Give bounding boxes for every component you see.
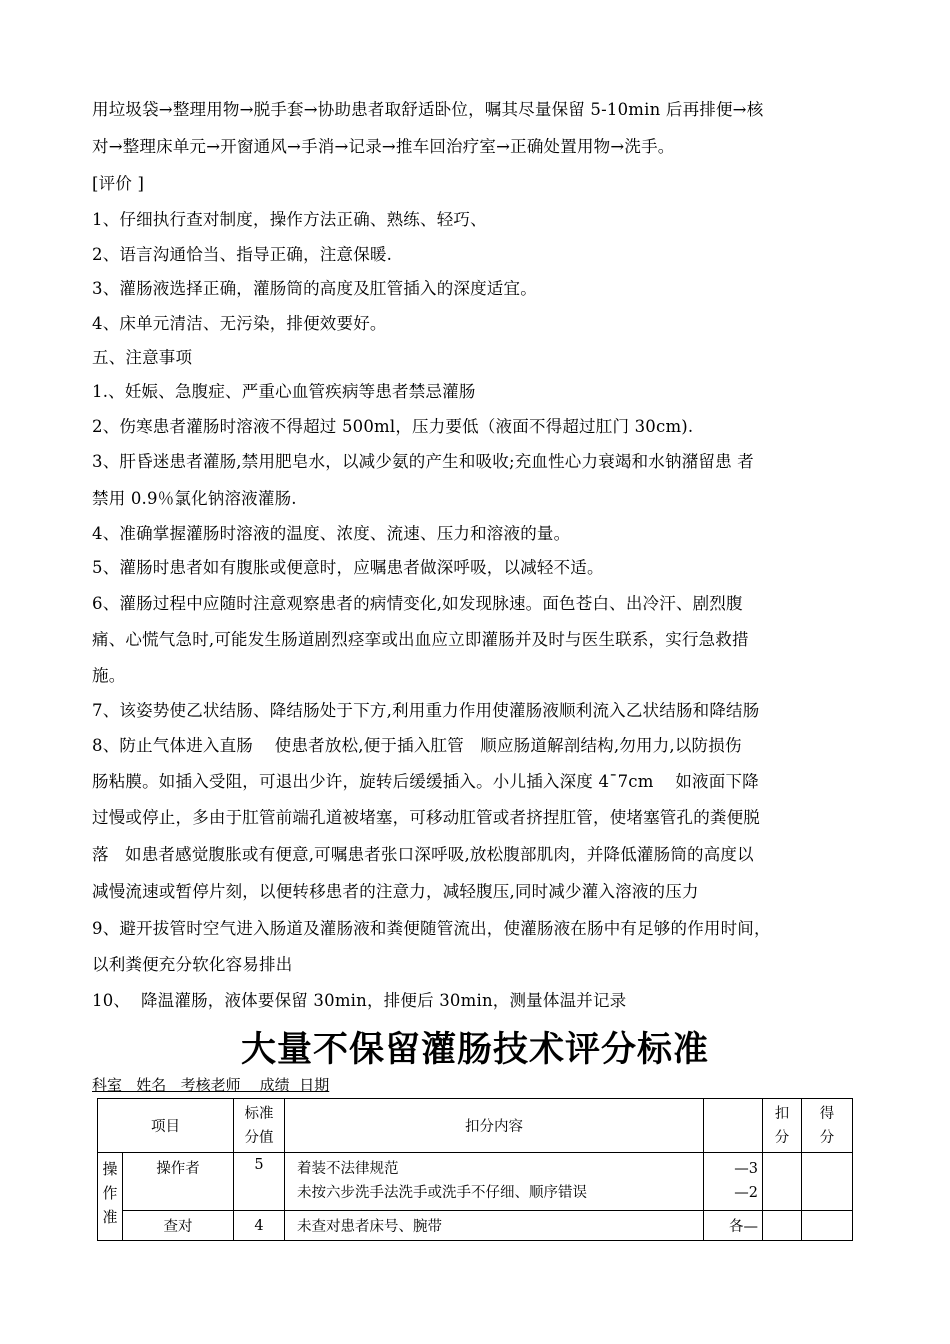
scoring-table: [97, 1098, 853, 1241]
section-heading-notes: 五、注意事项: [92, 348, 193, 367]
paragraph-line: 以利粪便充分软化容易排出: [92, 955, 293, 974]
row-standard: 5: [234, 1153, 285, 1211]
table-header-row: [98, 1099, 853, 1153]
row-standard: 4: [234, 1211, 285, 1241]
document-title: 大量不保留灌肠技术评分标准: [240, 1030, 709, 1070]
row-deduct-cell: [763, 1211, 802, 1241]
paragraph-line: 用垃圾袋→整理用物→脱手套→协助患者取舒适卧位，嘱其尽量保留 5-10min 后再排便→核: [92, 100, 764, 119]
header-deduct: 扣 分: [763, 1099, 802, 1153]
paragraph-line: 肠粘膜。如插入受阻，可退出少许，旋转后缓缓插入。小儿插入深度 4¯7cm 如液面下降: [92, 772, 759, 791]
paragraph-line: 2、伤寒患者灌肠时溶液不得超过 500ml，压力要低（液面不得超过肛门 30cm).: [92, 417, 694, 436]
paragraph-line: 9、避开拔管时空气进入肠道及灌肠液和粪便随管流出，使灌肠液在肠中有足够的作用时间，: [92, 919, 771, 938]
row-content: 着装不法律规范 未按六步洗手法洗手或洗手不仔细、顺序错误: [285, 1153, 704, 1211]
header-blank: [704, 1099, 763, 1153]
paragraph-line: 4、准确掌握灌肠时溶液的温度、浓度、流速、压力和溶液的量。: [92, 524, 571, 543]
paragraph-line: 8、防止气体进入直肠 使患者放松,便于插入肛管 顺应肠道解剖结构,勿用力,以防损伤: [92, 736, 742, 755]
paragraph-line: 5、灌肠时患者如有腹胀或便意时，应嘱患者做深呼吸，以减轻不适。: [92, 558, 604, 577]
paragraph-line: 6、灌肠过程中应随时注意观察患者的病情变化,如发现脉速。面色苍白、出冷汗、剧烈腹: [92, 594, 743, 613]
paragraph-line: 3、灌肠液选择正确，灌肠筒的高度及肛管插入的深度适宜。: [92, 279, 537, 298]
row-item: 查对: [123, 1211, 234, 1241]
row-score-cell: [802, 1211, 853, 1241]
exam-info-line: 科室 姓名 考核老师 成绩 日期: [92, 1076, 330, 1094]
row-deduct-amount: —3 —2: [704, 1153, 763, 1211]
row-deduct-amount: 各—: [704, 1211, 763, 1241]
row-score-cell: [802, 1153, 853, 1211]
table-row: [98, 1153, 853, 1211]
paragraph-line: 对→整理床单元→开窗通风→手消→记录→推车回治疗室→正确处置用物→洗手。: [92, 137, 675, 156]
header-content: 扣分内容: [285, 1099, 704, 1153]
table-row: [98, 1211, 853, 1241]
category-cell: 操 作 准: [98, 1153, 123, 1241]
section-heading-evaluation: [评价 ]: [92, 174, 145, 193]
paragraph-line: 2、语言沟通恰当、指导正确，注意保暖.: [92, 245, 393, 264]
paragraph-line: 7、该姿势使乙状结肠、降结肠处于下方,利用重力作用使灌肠液顺利流入乙状结肠和降结肠: [92, 701, 760, 720]
paragraph-line: 3、肝昏迷患者灌肠,禁用肥皂水，以减少氨的产生和吸收;充血性心力衰竭和水钠潴留患 者: [92, 452, 754, 471]
paragraph-line: 10、 降温灌肠，液体要保留 30min，排便后 30min，测量体温并记录: [92, 991, 627, 1010]
paragraph-line: 施。: [92, 666, 126, 685]
paragraph-line: 减慢流速或暂停片刻，以便转移患者的注意力，减轻腹压,同时减少灌入溶液的压力: [92, 882, 699, 901]
paragraph-line: 过慢或停止，多由于肛管前端孔道被堵塞，可移动肛管或者挤捏肛管，使堵塞管孔的粪便脱: [92, 808, 760, 827]
paragraph-line: 4、床单元清洁、无污染，排便效要好。: [92, 314, 387, 333]
row-item: 操作者: [123, 1153, 234, 1211]
paragraph-line: 禁用 0.9％氯化钠溶液灌肠.: [92, 489, 297, 508]
row-content: 未查对患者床号、腕带: [285, 1211, 704, 1241]
paragraph-line: 1.、妊娠、急腹症、严重心血管疾病等患者禁忌灌肠: [92, 382, 476, 401]
header-score: 得 分: [802, 1099, 853, 1153]
row-deduct-cell: [763, 1153, 802, 1211]
paragraph-line: 1、仔细执行查对制度，操作方法正确、熟练、轻巧、: [92, 210, 487, 229]
paragraph-line: 落 如患者感觉腹胀或有便意,可嘱患者张口深呼吸,放松腹部肌肉，并降低灌肠筒的高度以: [92, 845, 754, 864]
header-standard: 标准 分值: [234, 1099, 285, 1153]
paragraph-line: 痛、心慌气急时,可能发生肠道剧烈痉挛或出血应立即灌肠并及时与医生联系，实行急救措: [92, 630, 749, 649]
header-item: 项目: [98, 1099, 234, 1153]
